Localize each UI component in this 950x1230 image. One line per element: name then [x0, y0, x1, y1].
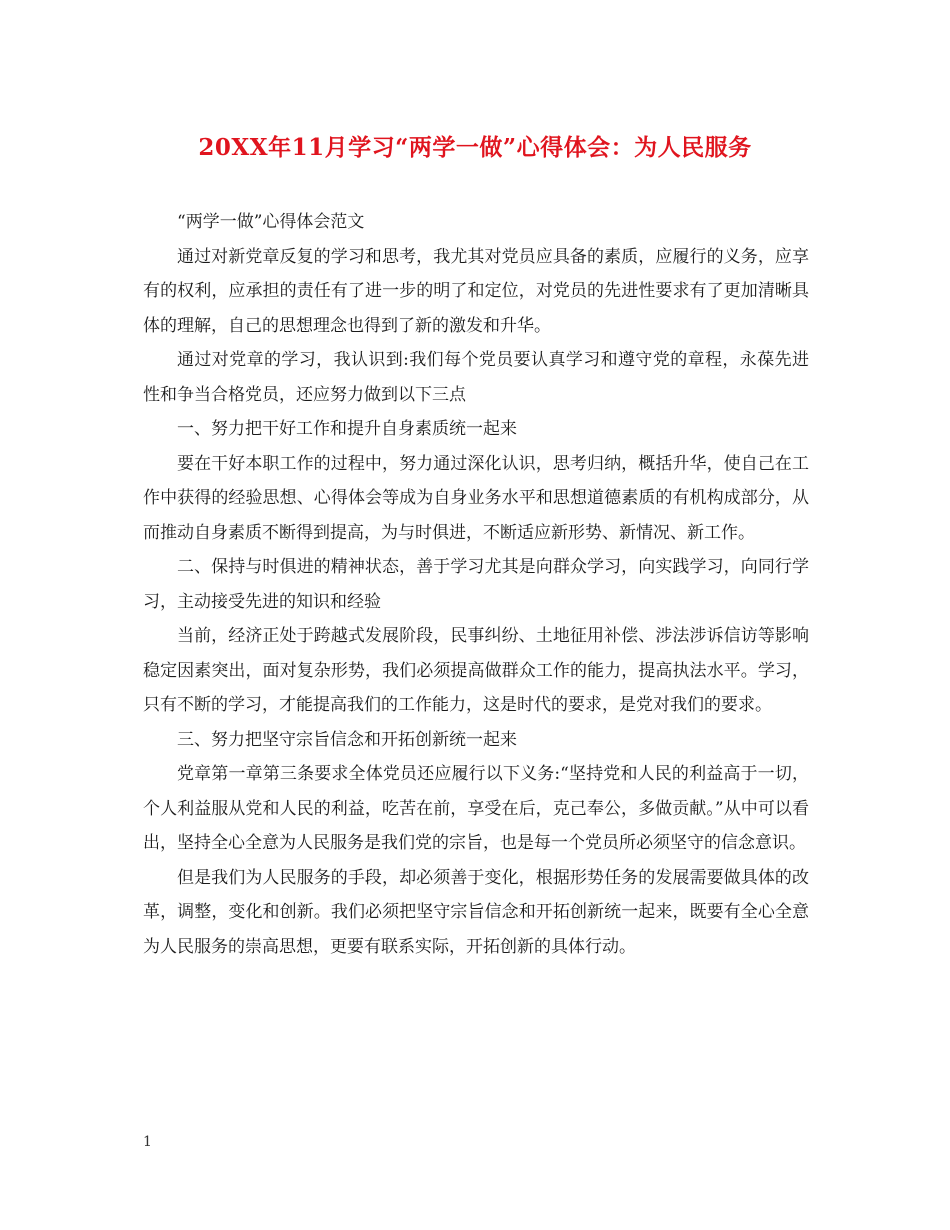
paragraph: “两学一做”心得体会范文 — [177, 212, 365, 232]
section-heading: 二、保持与时俱进的精神状态，善于学习尤其是向群众学习，向实践学习，向同行学习，主动接受先进的知识和经验 — [143, 557, 809, 612]
paragraph: 当前，经济正处于跨越式发展阶段，民事纠纷、土地征用补偿、涉法涉诉信访等影响稳定因素突出，面对复杂形势，我们必须提高做群众工作的能力，提高执法水平。学习，只有不断的学习，才能提高我们的工作能力，这是时代的要求，是党对我们的要求。 — [143, 626, 809, 715]
section-heading: 三、努力把坚守宗旨信念和开拓创新统一起来 — [177, 729, 517, 750]
paragraph: 通过对党章的学习，我认识到:我们每个党员要认真学习和遵守党的章程，永葆先进性和争当合格党员，还应努力做到以下三点 — [143, 350, 809, 405]
paragraph: 但是我们为人民服务的手段，却必须善于变化，根据形势任务的发展需要做具体的改革，调整，变化和创新。我们必须把坚守宗旨信念和开拓创新统一起来，既要有全心全意为人民服务的崇高思想，更要有联系实际，开拓创新的具体行动。 — [143, 867, 809, 957]
paragraph: 要在干好本职工作的过程中，努力通过深化认识，思考归纳，概括升华，使自己在工作中获得的经验思想、心得体会等成为自身业务水平和思想道德素质的有机构成部分，从而推动自身素质不断得到提高，为与时俱进，不断适应新形势、新情况、新工作。 — [143, 453, 809, 543]
page-number: 1 — [143, 1134, 152, 1150]
paragraph: 党章第一章第三条要求全体党员还应履行以下义务:“坚持党和人民的利益高于一切，个人利益服从党和人民的利益，吃苦在前，享受在后，克己奉公，多做贡献。”从中可以看出，坚持全心全意为人民服务是我们党的宗旨，也是每一个党员所必须坚守的信念意识。 — [143, 764, 809, 853]
paragraph: 通过对新党章反复的学习和思考，我尤其对党员应具备的素质，应履行的义务，应享有的权利，应承担的责任有了进一步的明了和定位，对党员的先进性要求有了更加清晰具体的理解，自己的思想理念也得到了新的激发和升华。 — [143, 246, 809, 336]
document-body — [143, 205, 809, 964]
section-heading: 一、努力把干好工作和提升自身素质统一起来 — [177, 419, 517, 439]
document-title: 20XX年11月学习“两学一做”心得体会：为人民服务 — [198, 134, 752, 161]
